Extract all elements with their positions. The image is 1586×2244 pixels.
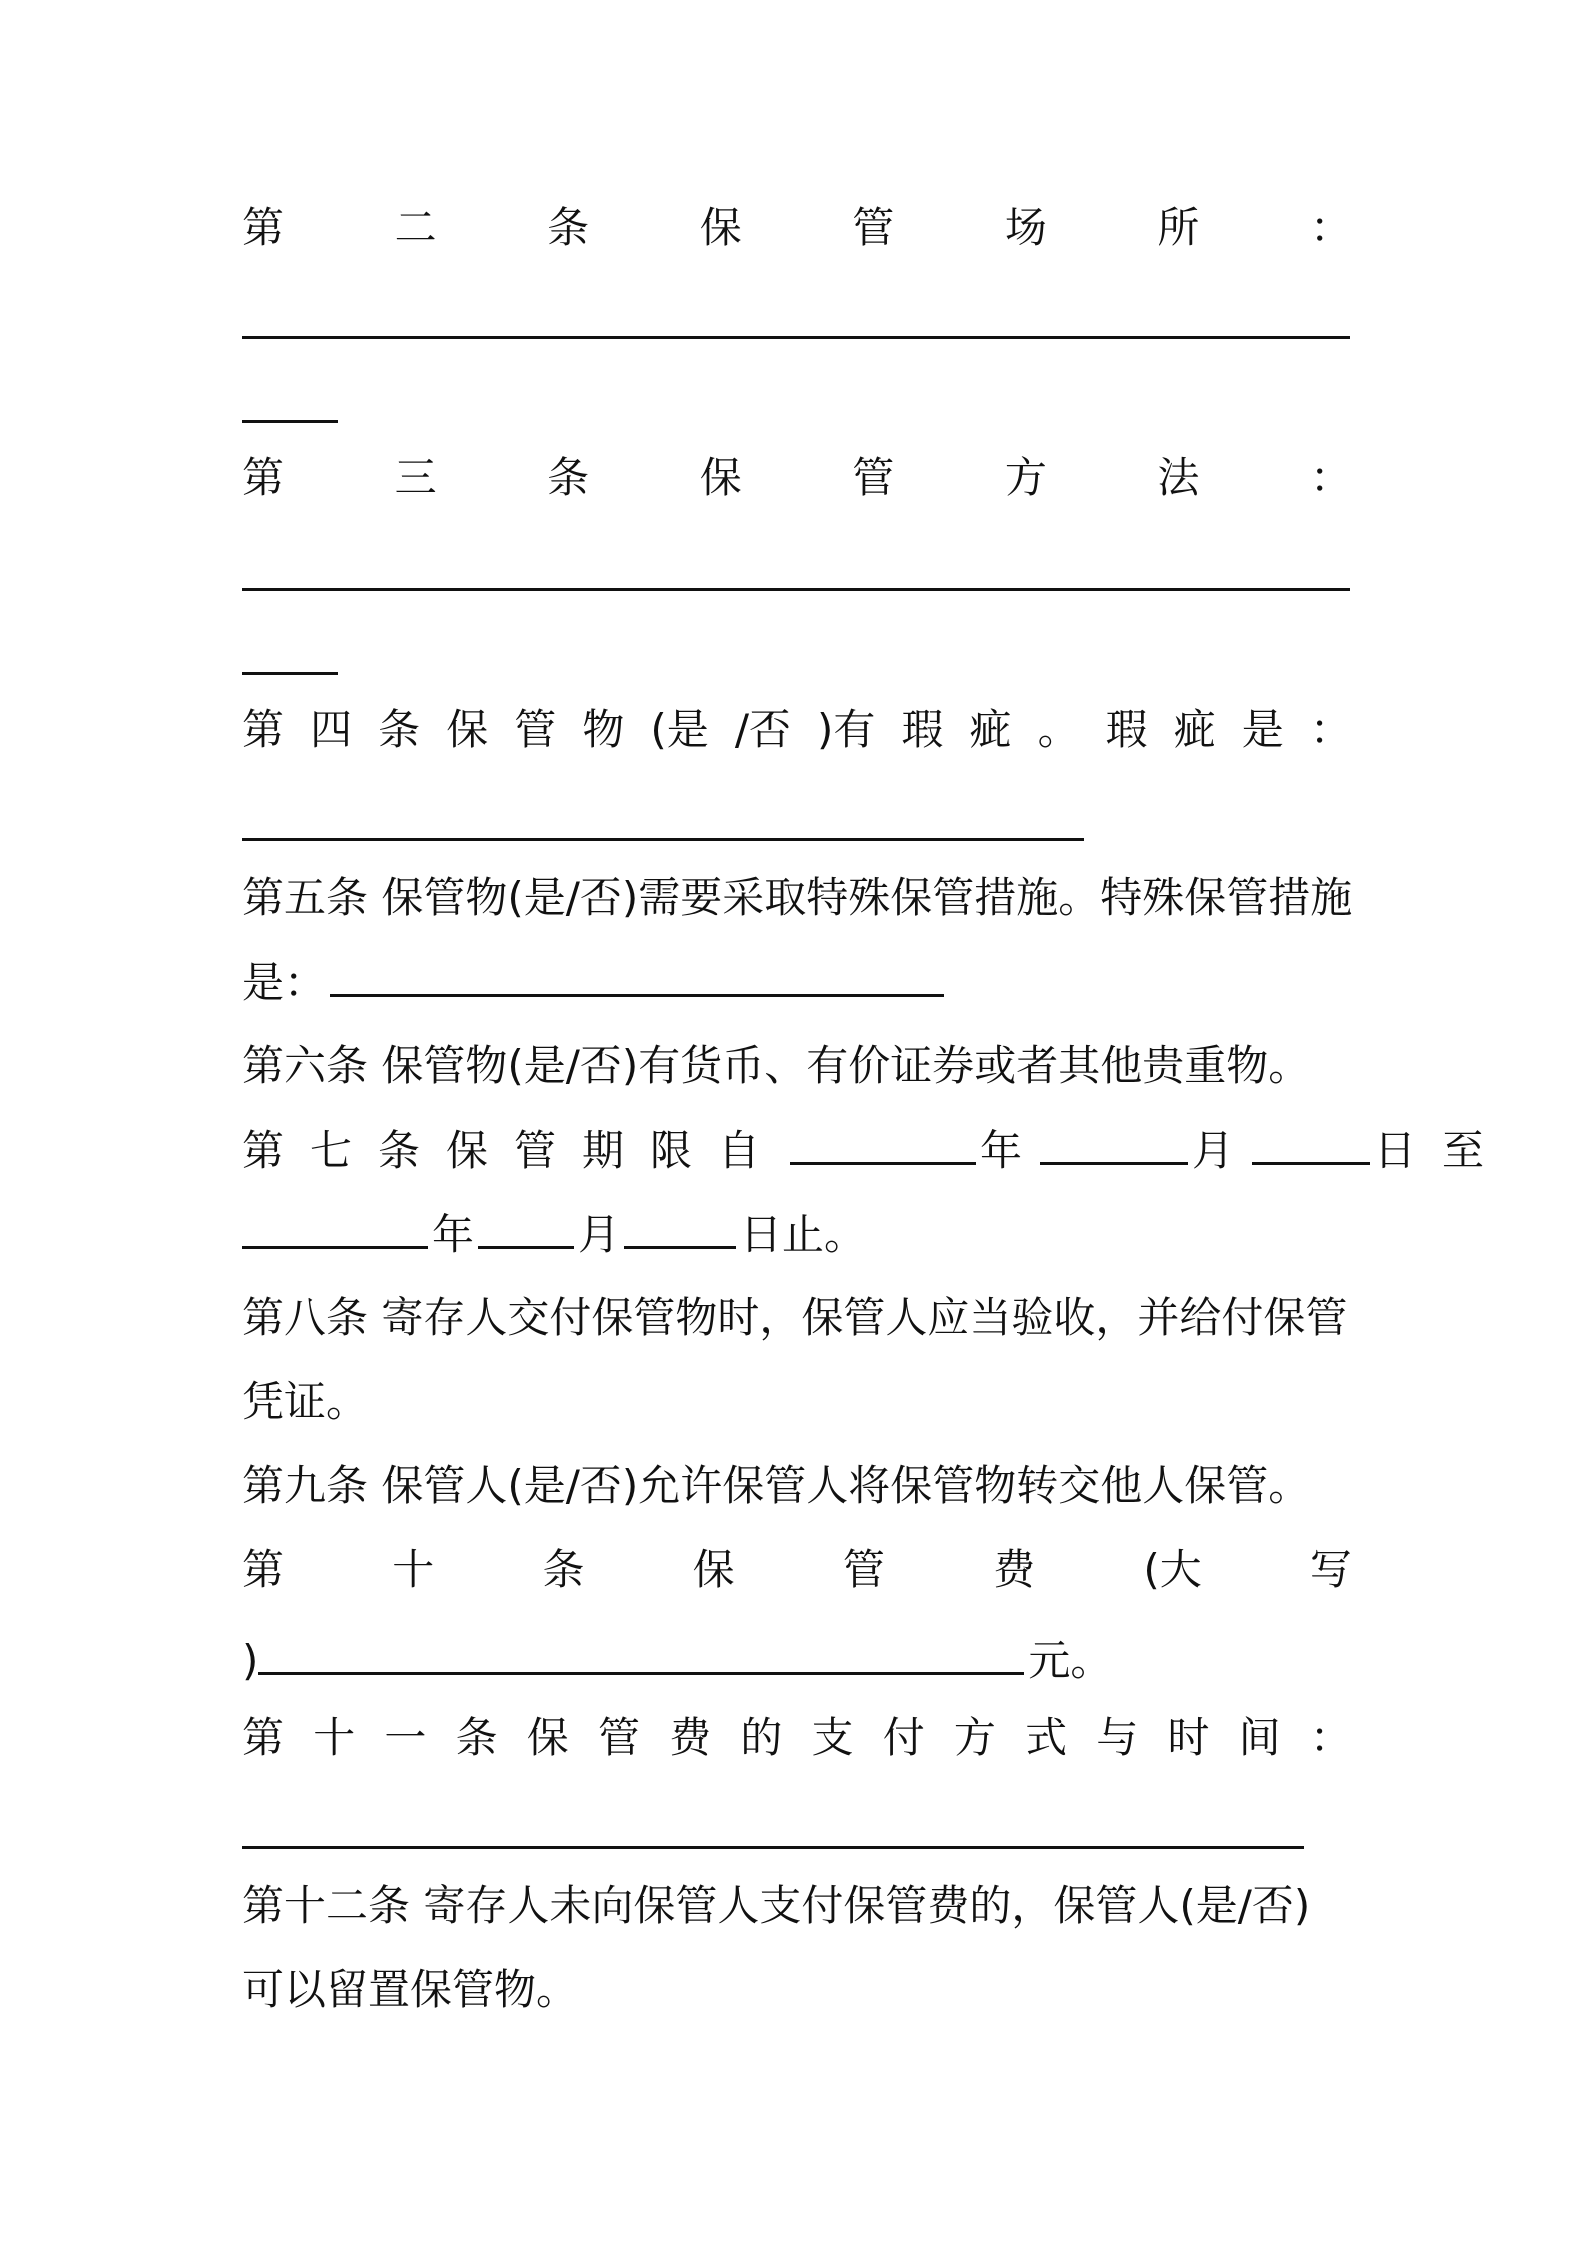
char: 费 [993, 1545, 1036, 1594]
char: (大 [1143, 1545, 1202, 1594]
char: 第 [242, 453, 285, 502]
char: 管 [852, 203, 895, 252]
char: 四 [310, 705, 353, 754]
article-7-end-year-blank [242, 1202, 428, 1249]
char: 十 [392, 1545, 435, 1594]
char: 第 [242, 1545, 285, 1594]
char: 瑕 [1105, 705, 1148, 754]
char: 管 [597, 1713, 640, 1762]
char: (是 [650, 705, 709, 754]
article-7-end-year-label: 年 [432, 1210, 475, 1259]
article-2-blank-line-1 [242, 336, 1350, 339]
char: 十 [313, 1713, 356, 1762]
article-7-end-month-blank [478, 1202, 574, 1249]
article-12-line-2: 可以留置保管物。 [242, 1965, 579, 2014]
char: 管 [842, 1545, 885, 1594]
article-8-line-2: 凭证。 [242, 1377, 369, 1426]
char: 与 [1096, 1713, 1139, 1762]
char: 保 [526, 1713, 569, 1762]
char: 场 [1004, 203, 1047, 252]
char: 三 [394, 453, 437, 502]
article-4-heading [242, 698, 1352, 762]
char: 。 [1037, 705, 1080, 754]
article-11-heading [242, 1706, 1352, 1770]
article-7-line-2 [242, 1202, 1352, 1266]
char: 管 [514, 705, 557, 754]
char: 付 [882, 1713, 925, 1762]
char: 写 [1309, 1545, 1352, 1594]
char: 支 [811, 1713, 854, 1762]
article-3-blank-line-1 [242, 588, 1350, 591]
char: 时 [1167, 1713, 1210, 1762]
article-12-line-1: 第十二条 寄存人未向保管人支付保管费的，保管人(是/否) [242, 1881, 1311, 1930]
char: 式 [1025, 1713, 1068, 1762]
char: 是 [1241, 705, 1284, 754]
article-3-heading [242, 446, 1352, 510]
article-7-start-year-blank [790, 1118, 976, 1165]
char: ： [1309, 1713, 1352, 1762]
char: 条 [542, 1545, 585, 1594]
char: 法 [1157, 453, 1200, 502]
article-11-blank-line [242, 1846, 1304, 1849]
char: 条 [455, 1713, 498, 1762]
char: 疵 [1173, 705, 1216, 754]
article-7-end-month-label: 月 [578, 1210, 621, 1259]
char: 管 [852, 453, 895, 502]
char: 疵 [969, 705, 1012, 754]
char: ： [1309, 203, 1352, 252]
article-2-blank-line-2 [242, 420, 338, 423]
char: 方 [1004, 453, 1047, 502]
article-5-blank [330, 950, 944, 997]
article-7-end-day-blank [624, 1202, 736, 1249]
char: /否 [734, 705, 791, 754]
article-5-line-2 [242, 950, 1352, 1014]
char: 保 [699, 453, 742, 502]
article-7-year-label: 年 [980, 1126, 1023, 1175]
article-5-line-1: 第五条 保管物(是/否)需要采取特殊保管措施。特殊保管措施 [242, 873, 1353, 922]
char: 第 [242, 203, 285, 252]
article-9-line: 第九条 保管人(是/否)允许保管人将保管物转交他人保管。 [242, 1461, 1311, 1510]
char: 条 [378, 705, 421, 754]
article-10-line-2 [242, 1628, 1352, 1692]
article-10-amount-blank [258, 1628, 1024, 1675]
article-6-line: 第六条 保管物(是/否)有货币、有价证券或者其他贵重物。 [242, 1041, 1311, 1090]
article-7-line-1 [242, 1118, 1511, 1182]
article-10-paren: ) [242, 1636, 259, 1685]
article-7-prefix: 第七条保管期限自 [242, 1126, 787, 1175]
char: 费 [669, 1713, 712, 1762]
char: 所 [1157, 203, 1200, 252]
article-7-start-month-blank [1040, 1118, 1188, 1165]
char: ： [1309, 453, 1352, 502]
char: 物 [582, 705, 625, 754]
article-7-end-label: 日止。 [740, 1210, 867, 1259]
char: 保 [692, 1545, 735, 1594]
article-4-blank-line [242, 838, 1084, 841]
article-5-label: 是： [242, 958, 327, 1007]
article-7-start-day-blank [1252, 1118, 1370, 1165]
article-10-currency-label: 元。 [1028, 1636, 1113, 1685]
article-7-month-label: 月 [1192, 1126, 1235, 1175]
char: 第 [242, 1713, 285, 1762]
article-7-day-to-label: 日至 [1374, 1126, 1511, 1175]
char: 一 [384, 1713, 427, 1762]
char: 瑕 [901, 705, 944, 754]
char: 保 [446, 705, 489, 754]
char: 间 [1238, 1713, 1281, 1762]
char: )有 [817, 705, 876, 754]
char: 条 [547, 453, 590, 502]
char: 条 [547, 203, 590, 252]
char: 保 [699, 203, 742, 252]
article-8-line-1: 第八条 寄存人交付保管物时，保管人应当验收，并给付保管 [242, 1293, 1348, 1342]
article-10-heading [242, 1538, 1352, 1602]
char: 方 [953, 1713, 996, 1762]
char: 第 [242, 705, 285, 754]
char: 的 [740, 1713, 783, 1762]
char: ： [1309, 705, 1352, 754]
article-2-heading [242, 196, 1352, 260]
char: 二 [394, 203, 437, 252]
article-3-blank-line-2 [242, 672, 338, 675]
